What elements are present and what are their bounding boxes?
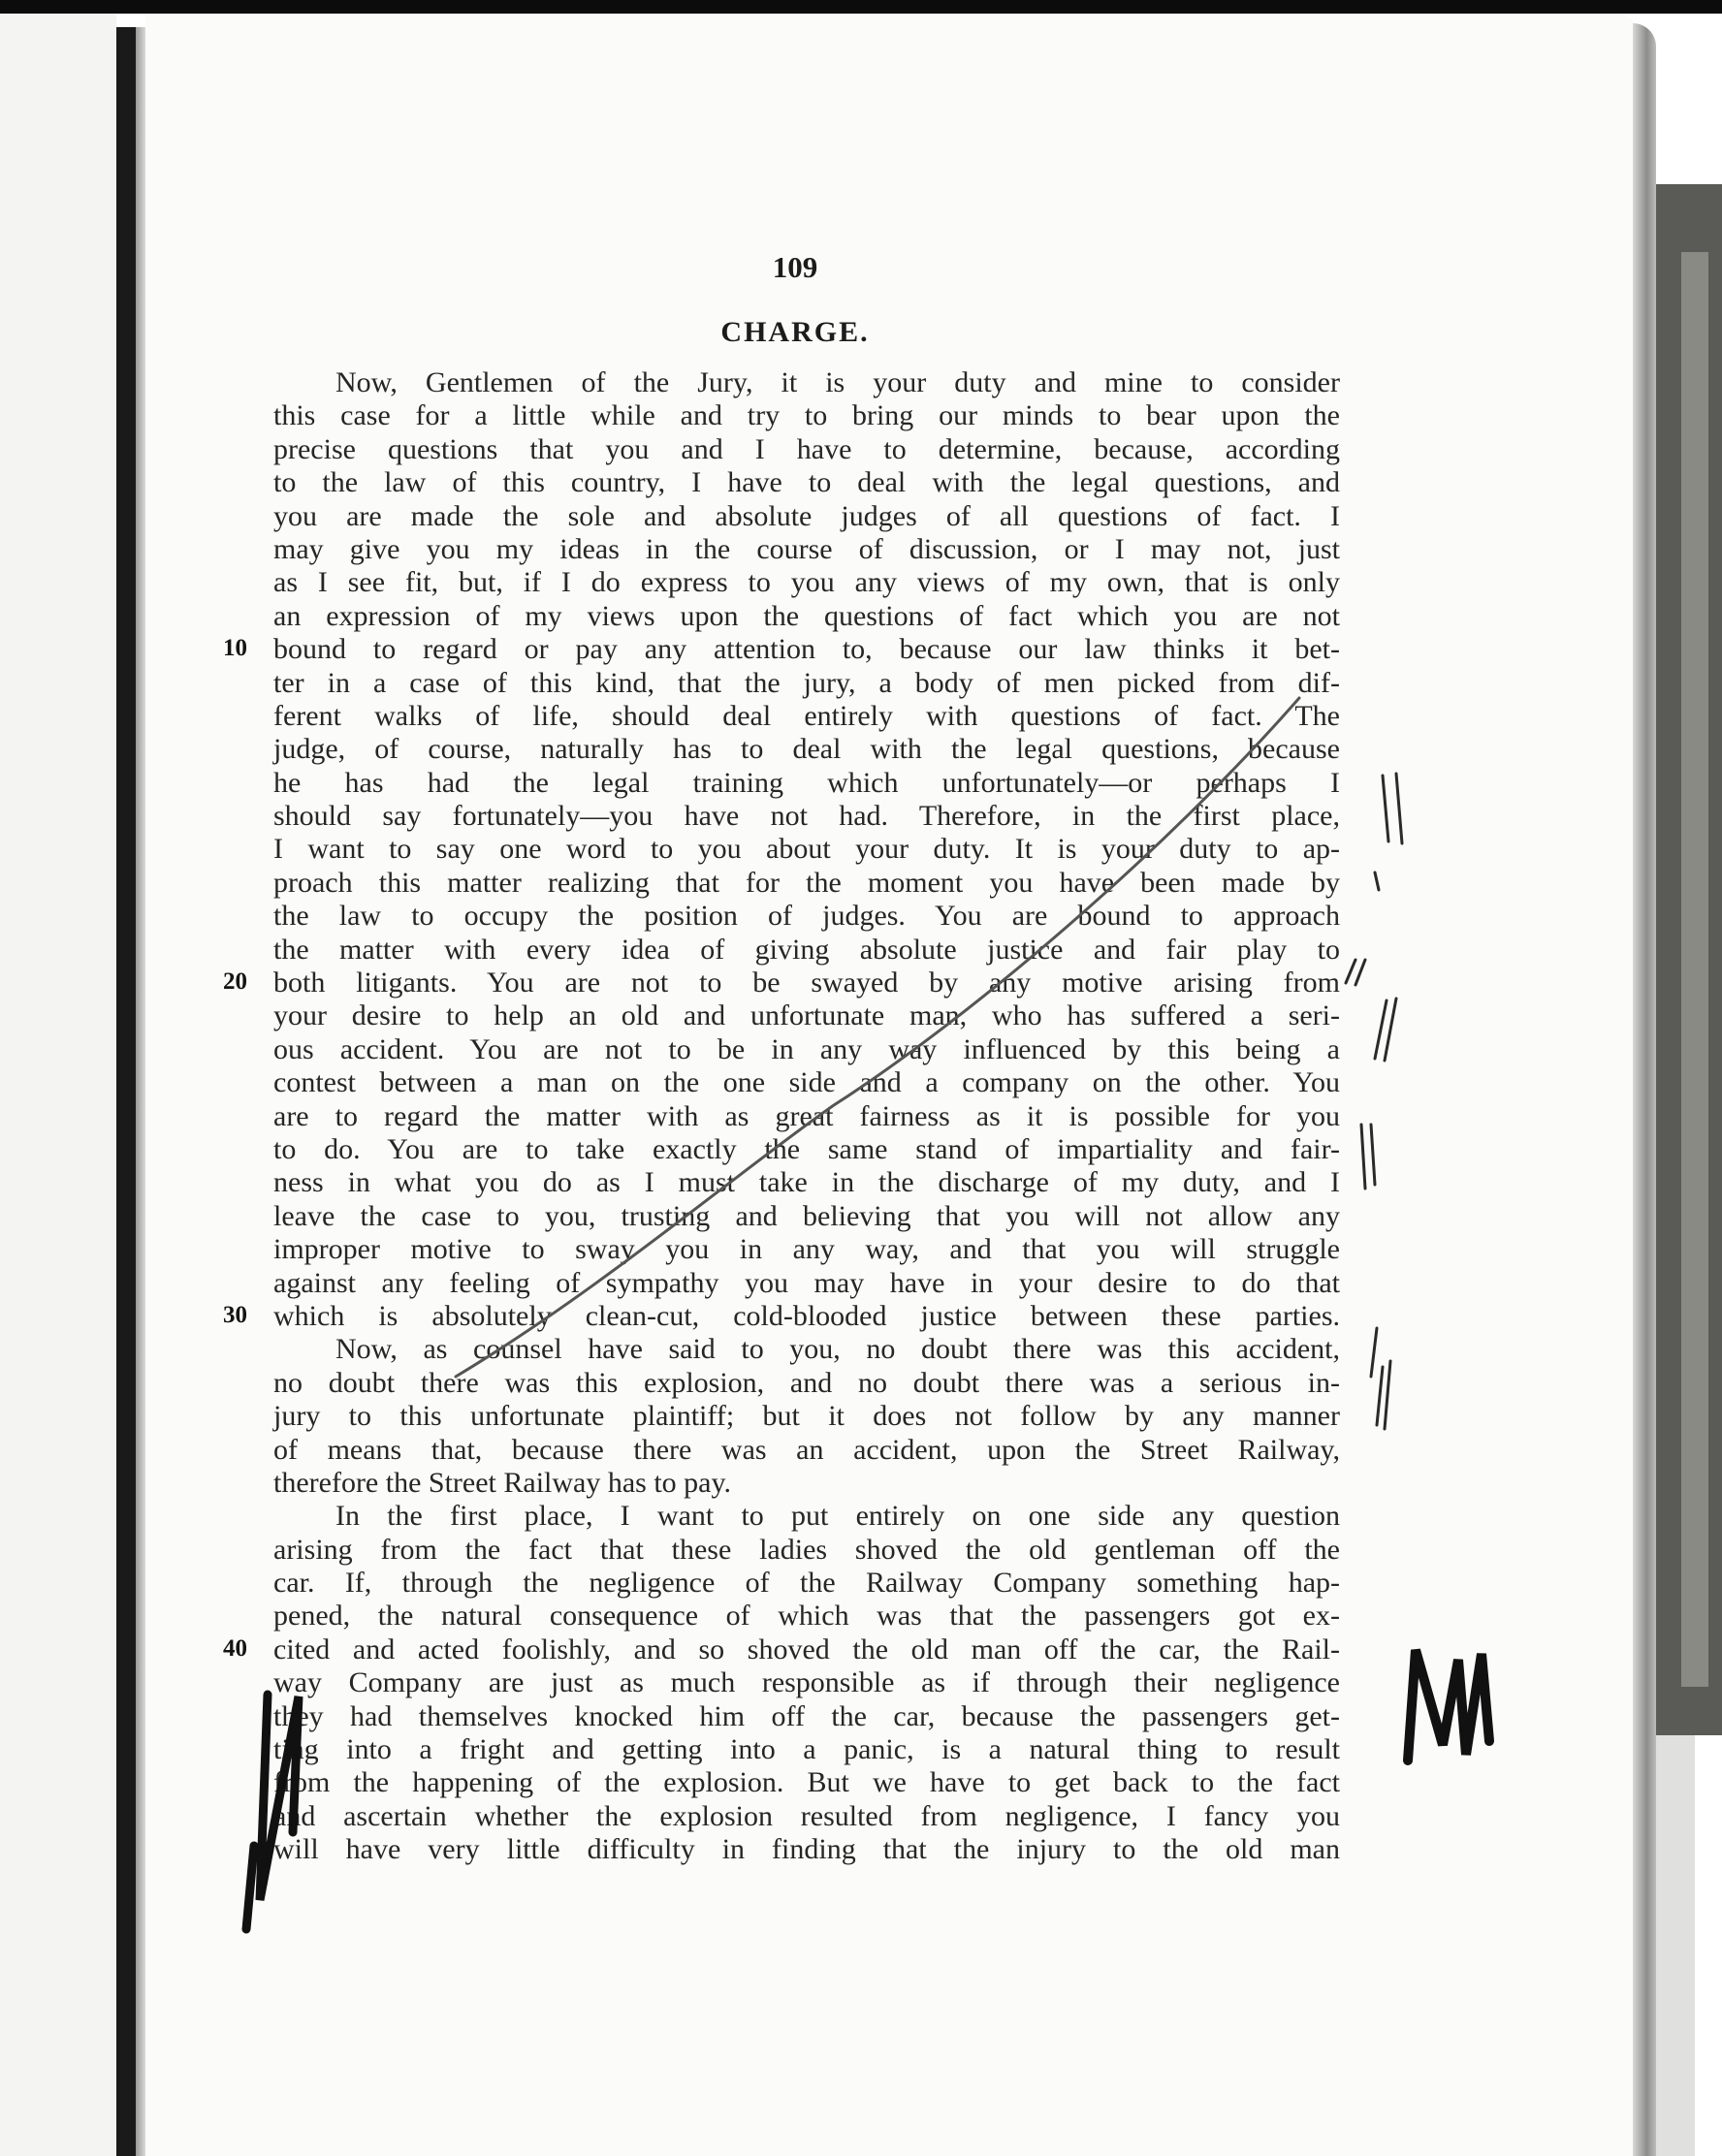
text-line: your desire to help an old and unfortunate man, who has suffered a seri- [273,999,1340,1032]
text-line: they had themselves knocked him off the car, because the passengers get- [273,1699,1340,1732]
text-line: ness in what you do as I must take in the discharge of my duty, and I [273,1166,1340,1199]
text-line: car. If, through the negligence of the Railway Company something hap- [273,1567,1340,1600]
text-line: arising from the fact that these ladies shoved the old gentleman off the [273,1533,1340,1566]
text-line: an expression of my views upon the questions of fact which you are not [273,599,1340,632]
text-line: jury to this unfortunate plaintiff; but it does not follow by any manner [273,1400,1340,1433]
page-edge [1633,23,1656,2156]
text-line: which is absolutely clean-cut, cold-blooded justice between these parties. [273,1299,1340,1332]
text-line: against any feeling of sympathy you may have in your desire to do that [273,1266,1340,1299]
text-line: you are made the sole and absolute judges of all questions of fact. I [273,499,1340,532]
fore-edge-highlight [1681,252,1708,1687]
line-number: 30 [223,1302,247,1329]
text-line: the matter with every idea of giving absolute justice and fair play to [273,933,1340,966]
text-line: therefore the Street Railway has to pay. [273,1466,732,1499]
text-line: cited and acted foolishly, and so shoved the old man off the car, the Rail- [273,1633,1340,1665]
text-line: judge, of course, naturally has to deal with the legal questions, because [273,733,1340,766]
text-line: to do. You are to take exactly the same stand of impartiality and fair- [273,1132,1340,1165]
text-line: this case for a little while and try to bring our minds to bear upon the [273,399,1340,432]
page-number: 109 [772,250,818,284]
text-line: Now, as counsel have said to you, no doubt there was this accident, [335,1333,1340,1366]
text-line: I want to say one word to you about your duty. It is your duty to ap- [273,833,1340,866]
scan-border [0,0,1722,14]
text-line: the law to occupy the position of judges. You are bound to approach [273,900,1340,933]
fore-edge-lower [1656,1735,1695,2156]
text-line: way Company are just as much responsible as if through their negligence [273,1666,1340,1699]
text-line: as I see fit, but, if I do express to you any views of my own, that is only [273,566,1340,599]
text-line: both litigants. You are not to be swayed by any motive arising from [273,967,1340,999]
section-heading: CHARGE. [720,316,870,348]
text-line: and ascertain whether the explosion resulted from negligence, I fancy you [273,1799,1340,1832]
line-number: 20 [223,968,247,996]
text-line: Now, Gentlemen of the Jury, it is your duty and mine to consider [335,366,1340,398]
text-line: ous accident. You are not to be in any way influenced by this being a [273,1032,1340,1065]
text-line: no doubt there was this explosion, and no doubt there was a serious in- [273,1366,1340,1399]
text-line: may give you my ideas in the course of discussion, or I may not, just [273,532,1340,565]
text-line: will have very little difficulty in finding that the injury to the old man [273,1833,1340,1866]
text-line: ferent walks of life, should deal entirely with questions of fact. The [273,699,1340,732]
text-line: In the first place, I want to put entirely on one side any question [335,1500,1340,1533]
text-line: bound to regard or pay any attention to, because our law thinks it bet- [273,633,1340,666]
text-line: contest between a man on the one side and a company on the other. You [273,1066,1340,1099]
text-line: from the happening of the explosion. But we have to get back to the fact [273,1766,1340,1799]
body-text [273,366,1340,1867]
text-line: should say fortunately—you have not had. Therefore, in the first place, [273,800,1340,833]
text-line: to the law of this country, I have to deal with the legal questions, and [273,466,1340,499]
text-line: are to regard the matter with as great fairness as it is possible for you [273,1099,1340,1132]
text-line: leave the case to you, trusting and believing that you will not allow any [273,1199,1340,1232]
line-number: 40 [223,1635,247,1663]
text-line: he has had the legal training which unfortunately—or perhaps I [273,766,1340,799]
text-line: ter in a case of this kind, that the jury, a body of men picked from dif- [273,666,1340,699]
text-line: of means that, because there was an accident, upon the Street Railway, [273,1433,1340,1466]
text-line: pened, the natural consequence of which was that the passengers got ex- [273,1600,1340,1633]
line-number: 10 [223,635,247,662]
text-line: ting into a fright and getting into a panic, is a natural thing to result [273,1733,1340,1766]
text-line: improper motive to sway you in any way, and that you will struggle [273,1233,1340,1266]
text-line: precise questions that you and I have to determine, because, according [273,432,1340,465]
text-line: proach this matter realizing that for the moment you have been made by [273,866,1340,899]
